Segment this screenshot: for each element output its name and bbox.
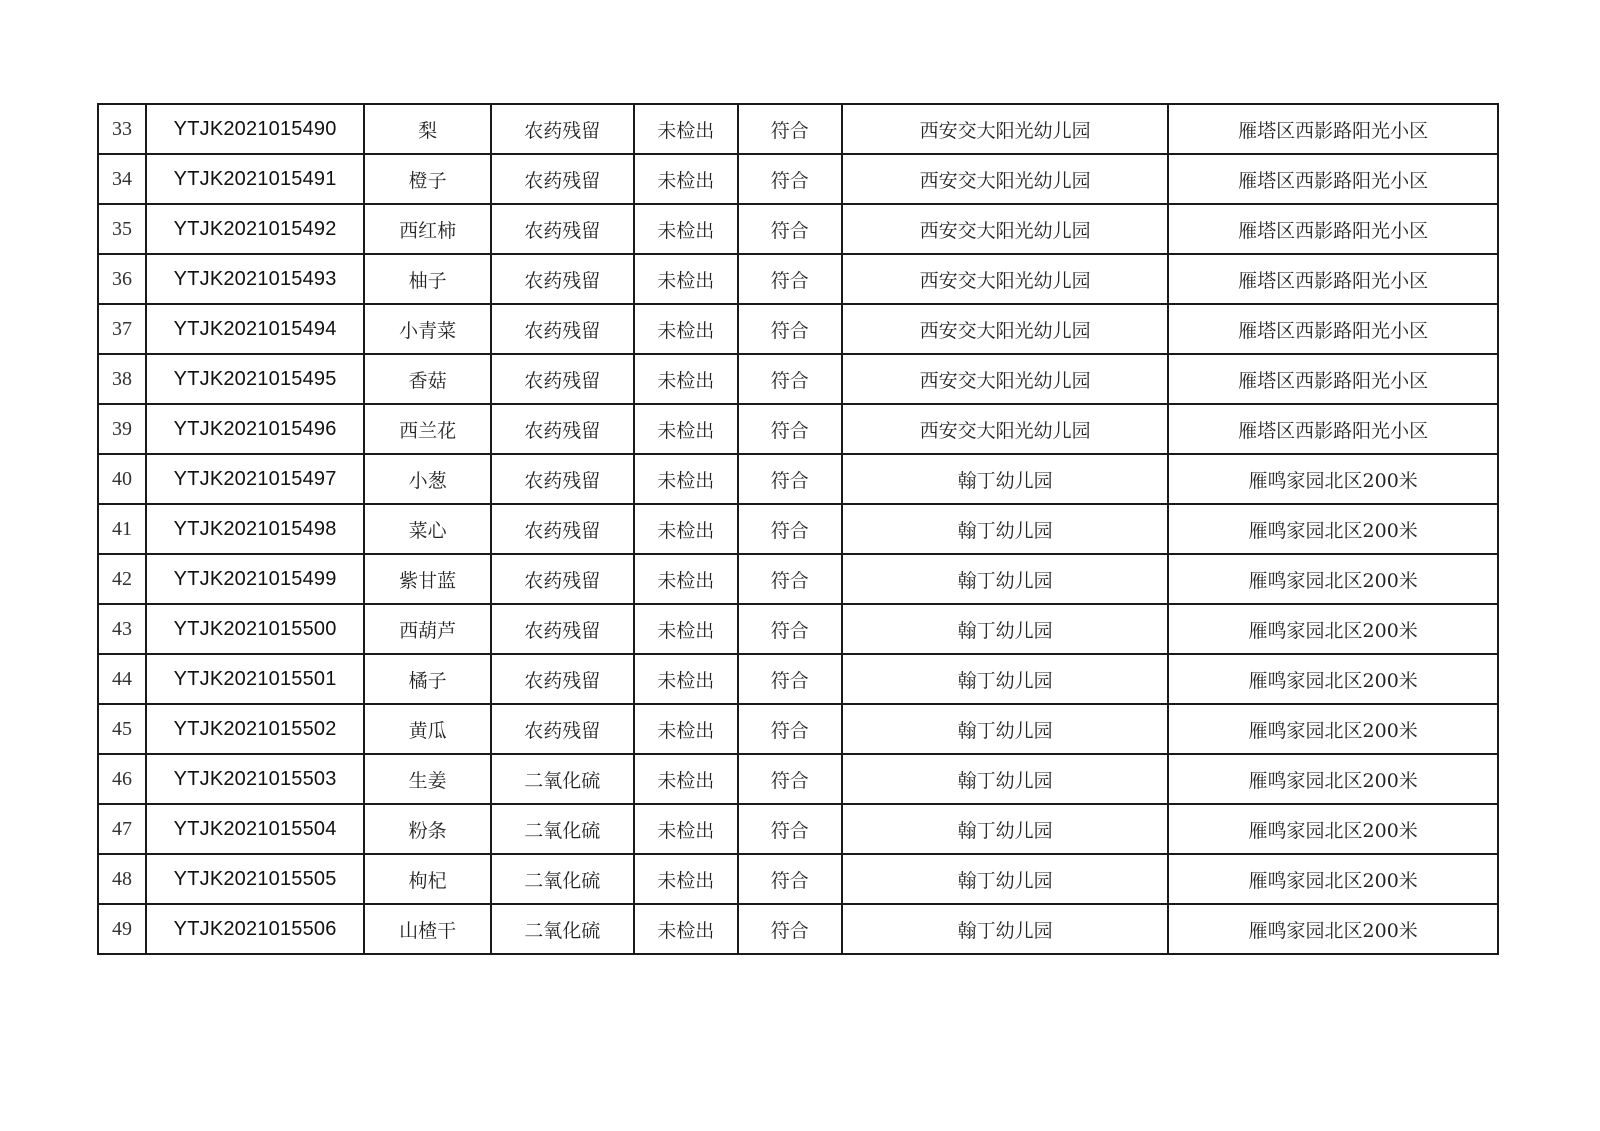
test-result-cell: 未检出 [634,204,738,254]
address-cell: 雁鸣家园北区200米 [1168,604,1498,654]
sample-code-cell: YTJK2021015496 [146,404,364,454]
row-number-cell: 33 [98,104,146,154]
test-result-cell: 未检出 [634,304,738,354]
test-item-cell: 农药残留 [491,504,634,554]
verdict-cell: 符合 [738,804,842,854]
sample-code-cell: YTJK2021015492 [146,204,364,254]
verdict-cell: 符合 [738,154,842,204]
table-row [98,254,1498,304]
test-item-cell: 农药残留 [491,654,634,704]
test-item-cell: 农药残留 [491,204,634,254]
verdict-cell: 符合 [738,304,842,354]
row-number-cell: 47 [98,804,146,854]
sampled-unit-cell: 西安交大阳光幼儿园 [842,154,1169,204]
address-cell: 雁鸣家园北区200米 [1168,504,1498,554]
verdict-cell: 符合 [738,904,842,954]
row-number-cell: 49 [98,904,146,954]
test-result-cell: 未检出 [634,854,738,904]
sample-name-cell: 黄瓜 [364,704,491,754]
test-result-cell: 未检出 [634,754,738,804]
test-item-cell: 农药残留 [491,454,634,504]
sample-name-cell: 生姜 [364,754,491,804]
address-cell: 雁鸣家园北区200米 [1168,704,1498,754]
test-item-cell: 农药残留 [491,404,634,454]
row-number-cell: 42 [98,554,146,604]
sampled-unit-cell: 翰丁幼儿园 [842,604,1169,654]
sampled-unit-cell: 翰丁幼儿园 [842,504,1169,554]
sample-code-cell: YTJK2021015501 [146,654,364,704]
table-row [98,654,1498,704]
sample-code-cell: YTJK2021015490 [146,104,364,154]
verdict-cell: 符合 [738,654,842,704]
table-row [98,304,1498,354]
verdict-cell: 符合 [738,554,842,604]
table-row [98,404,1498,454]
row-number-cell: 45 [98,704,146,754]
table-row [98,904,1498,954]
address-cell: 雁鸣家园北区200米 [1168,554,1498,604]
sampled-unit-cell: 翰丁幼儿园 [842,754,1169,804]
test-result-cell: 未检出 [634,154,738,204]
sampled-unit-cell: 西安交大阳光幼儿园 [842,404,1169,454]
address-cell: 雁鸣家园北区200米 [1168,854,1498,904]
row-number-cell: 46 [98,754,146,804]
row-number-cell: 38 [98,354,146,404]
row-number-cell: 35 [98,204,146,254]
sample-code-cell: YTJK2021015491 [146,154,364,204]
row-number-cell: 41 [98,504,146,554]
verdict-cell: 符合 [738,854,842,904]
test-item-cell: 二氧化硫 [491,754,634,804]
row-number-cell: 43 [98,604,146,654]
table-row [98,154,1498,204]
inspection-results-table [97,103,1499,955]
address-cell: 雁鸣家园北区200米 [1168,804,1498,854]
sample-name-cell: 小葱 [364,454,491,504]
table-row [98,454,1498,504]
sample-code-cell: YTJK2021015505 [146,854,364,904]
sample-name-cell: 柚子 [364,254,491,304]
address-cell: 雁塔区西影路阳光小区 [1168,354,1498,404]
address-cell: 雁塔区西影路阳光小区 [1168,104,1498,154]
row-number-cell: 39 [98,404,146,454]
sample-code-cell: YTJK2021015506 [146,904,364,954]
sample-name-cell: 西兰花 [364,404,491,454]
sample-code-cell: YTJK2021015494 [146,304,364,354]
verdict-cell: 符合 [738,754,842,804]
sample-name-cell: 山楂干 [364,904,491,954]
table-row [98,854,1498,904]
test-item-cell: 二氧化硫 [491,804,634,854]
table-row [98,204,1498,254]
test-item-cell: 农药残留 [491,604,634,654]
test-result-cell: 未检出 [634,654,738,704]
sample-name-cell: 菜心 [364,504,491,554]
sampled-unit-cell: 翰丁幼儿园 [842,804,1169,854]
table-row [98,704,1498,754]
test-item-cell: 农药残留 [491,254,634,304]
address-cell: 雁塔区西影路阳光小区 [1168,204,1498,254]
sample-name-cell: 西红柿 [364,204,491,254]
table-body [98,104,1498,954]
sample-name-cell: 粉条 [364,804,491,854]
sampled-unit-cell: 西安交大阳光幼儿园 [842,304,1169,354]
address-cell: 雁鸣家园北区200米 [1168,454,1498,504]
sample-name-cell: 橘子 [364,654,491,704]
table-row [98,354,1498,404]
test-result-cell: 未检出 [634,254,738,304]
sample-code-cell: YTJK2021015495 [146,354,364,404]
sampled-unit-cell: 西安交大阳光幼儿园 [842,104,1169,154]
test-result-cell: 未检出 [634,554,738,604]
sampled-unit-cell: 西安交大阳光幼儿园 [842,254,1169,304]
test-result-cell: 未检出 [634,354,738,404]
table-row [98,104,1498,154]
sample-name-cell: 梨 [364,104,491,154]
sample-code-cell: YTJK2021015499 [146,554,364,604]
sampled-unit-cell: 西安交大阳光幼儿园 [842,204,1169,254]
sample-code-cell: YTJK2021015497 [146,454,364,504]
test-item-cell: 农药残留 [491,704,634,754]
test-result-cell: 未检出 [634,804,738,854]
sample-name-cell: 小青菜 [364,304,491,354]
sample-name-cell: 橙子 [364,154,491,204]
address-cell: 雁鸣家园北区200米 [1168,654,1498,704]
sample-name-cell: 紫甘蓝 [364,554,491,604]
table-row [98,604,1498,654]
verdict-cell: 符合 [738,704,842,754]
table-row [98,504,1498,554]
table-row [98,754,1498,804]
test-item-cell: 农药残留 [491,154,634,204]
row-number-cell: 44 [98,654,146,704]
sampled-unit-cell: 西安交大阳光幼儿园 [842,354,1169,404]
test-item-cell: 二氧化硫 [491,854,634,904]
sample-code-cell: YTJK2021015498 [146,504,364,554]
test-item-cell: 农药残留 [491,104,634,154]
test-result-cell: 未检出 [634,604,738,654]
verdict-cell: 符合 [738,104,842,154]
sampled-unit-cell: 翰丁幼儿园 [842,454,1169,504]
test-result-cell: 未检出 [634,504,738,554]
sample-name-cell: 枸杞 [364,854,491,904]
test-result-cell: 未检出 [634,704,738,754]
test-item-cell: 二氧化硫 [491,904,634,954]
test-result-cell: 未检出 [634,904,738,954]
address-cell: 雁鸣家园北区200米 [1168,904,1498,954]
sample-code-cell: YTJK2021015502 [146,704,364,754]
sample-code-cell: YTJK2021015493 [146,254,364,304]
sample-name-cell: 香菇 [364,354,491,404]
test-item-cell: 农药残留 [491,354,634,404]
verdict-cell: 符合 [738,404,842,454]
row-number-cell: 48 [98,854,146,904]
sampled-unit-cell: 翰丁幼儿园 [842,654,1169,704]
test-result-cell: 未检出 [634,104,738,154]
verdict-cell: 符合 [738,604,842,654]
address-cell: 雁塔区西影路阳光小区 [1168,254,1498,304]
sample-name-cell: 西葫芦 [364,604,491,654]
row-number-cell: 40 [98,454,146,504]
sample-code-cell: YTJK2021015503 [146,754,364,804]
verdict-cell: 符合 [738,504,842,554]
verdict-cell: 符合 [738,354,842,404]
sampled-unit-cell: 翰丁幼儿园 [842,904,1169,954]
sampled-unit-cell: 翰丁幼儿园 [842,854,1169,904]
address-cell: 雁塔区西影路阳光小区 [1168,304,1498,354]
sample-code-cell: YTJK2021015500 [146,604,364,654]
verdict-cell: 符合 [738,204,842,254]
verdict-cell: 符合 [738,454,842,504]
test-item-cell: 农药残留 [491,304,634,354]
test-result-cell: 未检出 [634,454,738,504]
address-cell: 雁鸣家园北区200米 [1168,754,1498,804]
sample-code-cell: YTJK2021015504 [146,804,364,854]
row-number-cell: 37 [98,304,146,354]
table-row [98,554,1498,604]
test-result-cell: 未检出 [634,404,738,454]
address-cell: 雁塔区西影路阳光小区 [1168,404,1498,454]
address-cell: 雁塔区西影路阳光小区 [1168,154,1498,204]
test-item-cell: 农药残留 [491,554,634,604]
row-number-cell: 34 [98,154,146,204]
sampled-unit-cell: 翰丁幼儿园 [842,704,1169,754]
row-number-cell: 36 [98,254,146,304]
table-row [98,804,1498,854]
sampled-unit-cell: 翰丁幼儿园 [842,554,1169,604]
verdict-cell: 符合 [738,254,842,304]
